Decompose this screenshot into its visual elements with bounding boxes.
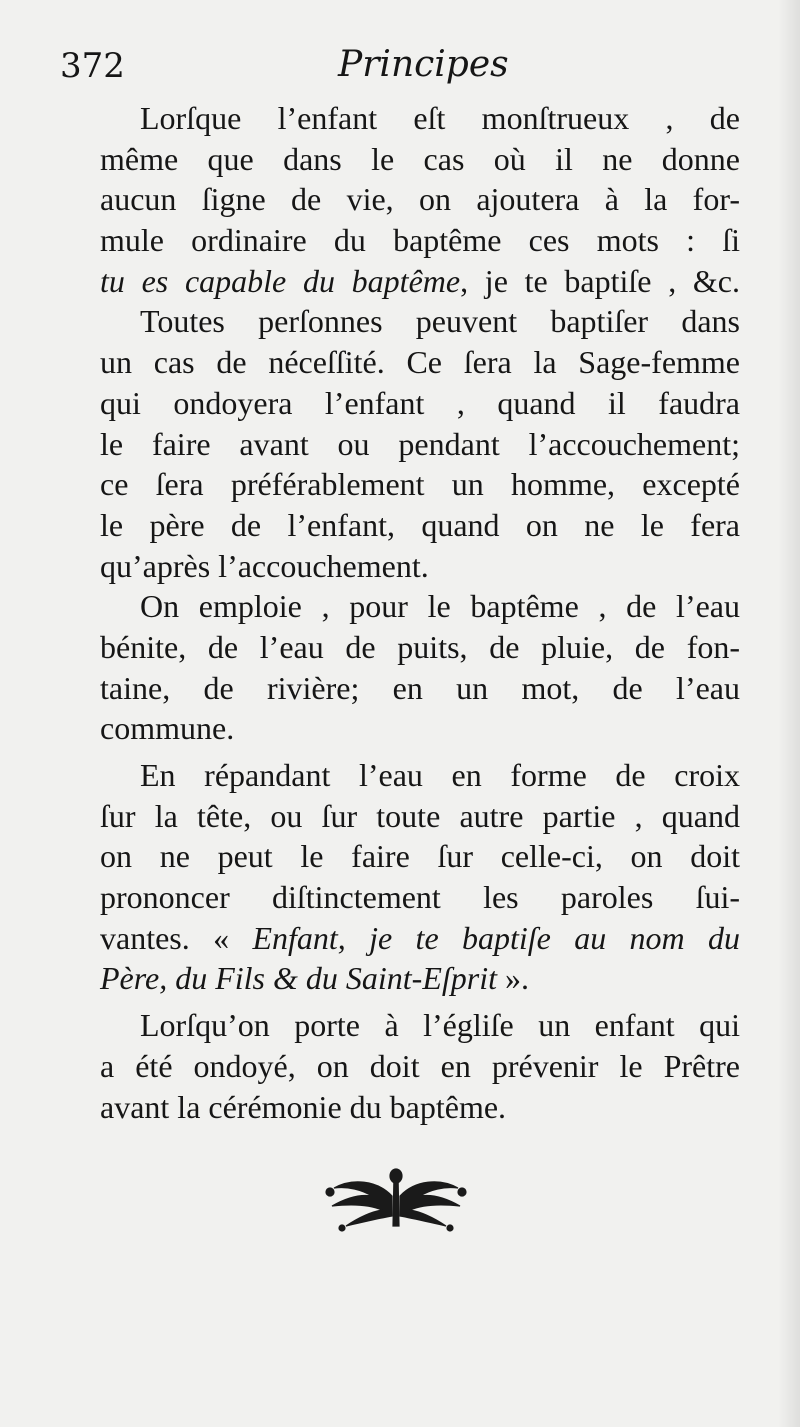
italic-phrase: Père, du Fils & du Saint-Eſprit (100, 960, 497, 997)
text-line-mixed (60, 958, 740, 999)
italic-phrase: tu es capable du baptême (100, 262, 461, 299)
text-line: mule ordinaire du baptême ces mots : ſi (100, 222, 740, 259)
text-line: Toutes perſonnes peuvent baptiſer dans (140, 303, 740, 340)
text-fragment: vantes. « (100, 919, 230, 956)
text-line: qu’après l’accouchement. (100, 547, 429, 584)
text-line-mixed (60, 261, 740, 302)
text-line: avant la cérémonie du baptême. (100, 1088, 507, 1125)
text-line: a été ondoyé, on doit en prévenir le Prêtre (100, 1047, 740, 1084)
text-line-mixed (60, 918, 740, 959)
text-line: qui ondoyera l’enfant , quand il faudra (100, 384, 740, 421)
text-line: En répandant l’eau en forme de croix (140, 757, 740, 793)
text-line: ſur la tête, ou ſur toute autre partie , quand (100, 797, 740, 834)
running-title: Principes (338, 44, 509, 85)
text-line: ce ſera préférablement un homme, excepté (100, 466, 740, 503)
running-head (60, 44, 760, 96)
text-line: bénite, de l’eau de puits, de pluie, de fon- (100, 628, 740, 665)
paragraph-1 (60, 98, 740, 301)
text-line: Lorſqu’on porte à l’égliſe un enfant qui (140, 1007, 740, 1044)
italic-phrase: Enfant, je te baptiſe au nom du (252, 919, 740, 956)
paragraph-3 (60, 586, 740, 749)
text-line: taine, de rivière; en un mot, de l’eau (100, 669, 740, 706)
page-text (60, 98, 740, 1127)
text-line: On emploie , pour le baptême , de l’eau (140, 588, 740, 625)
text-fragment: ». (505, 960, 529, 997)
text-line: même que dans le cas où il ne donne (100, 140, 740, 177)
text-fragment: , je te baptiſe , &c. (460, 262, 741, 299)
fleuron-ornament-icon (322, 1166, 467, 1232)
text-line: le faire avant ou pendant l’accouchement; (100, 425, 740, 462)
text-line: aucun ſigne de vie, on ajoutera à la for- (100, 181, 740, 218)
text-line: prononcer diſtinctement les paroles ſui- (100, 879, 740, 916)
text-line: le père de l’enfant, quand on ne le fera (100, 506, 740, 543)
paragraph-2 (60, 301, 740, 586)
paragraph-5 (60, 1005, 740, 1127)
text-line: un cas de néceſſité. Ce ſera la Sage-femme (100, 344, 740, 381)
text-line: on ne peut le faire ſur celle-ci, on doit (100, 838, 740, 875)
page-number: 372 (60, 46, 125, 86)
text-line: commune. (100, 710, 235, 747)
paragraph-4 (60, 755, 740, 999)
page-edge-shadow (778, 0, 800, 1427)
text-line: Lorſque l’enfant eſt monſtrueux , de (140, 100, 740, 136)
